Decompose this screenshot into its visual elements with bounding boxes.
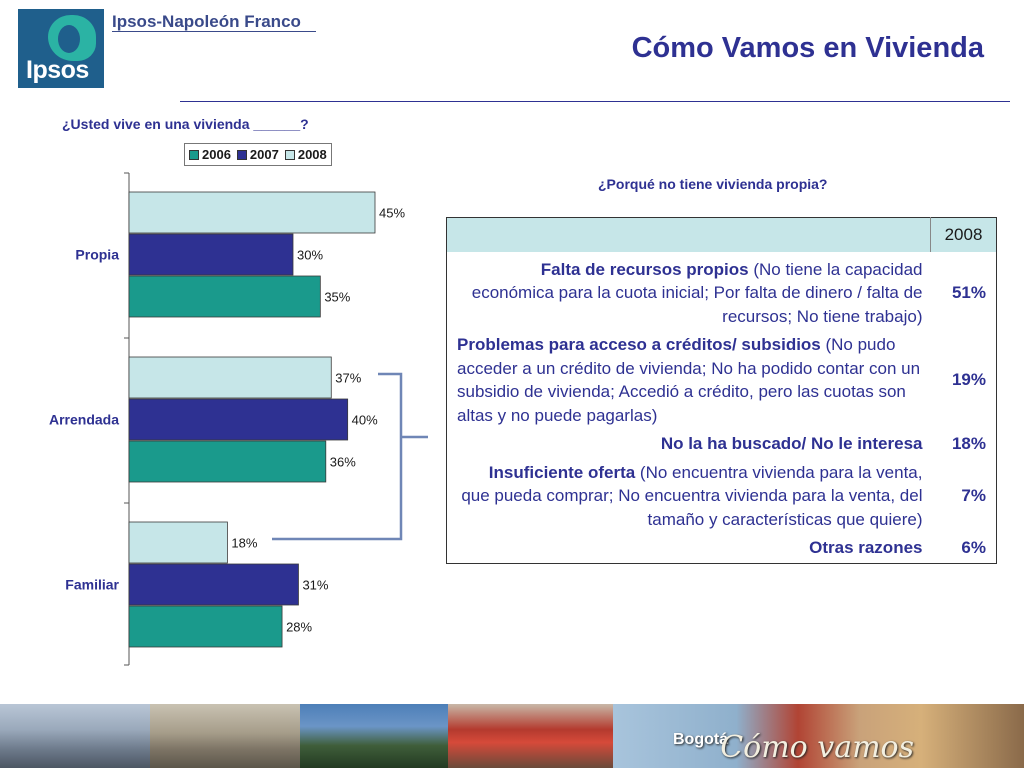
bar-arrendada-2007 xyxy=(129,399,348,440)
table-row xyxy=(447,534,997,563)
footer-city-label: Bogotá xyxy=(673,731,729,748)
bar-propia-2006 xyxy=(129,276,320,317)
page-title: Cómo Vamos en Vivienda xyxy=(631,32,984,64)
chart-question: ¿Usted vive en una vivienda ______? xyxy=(62,116,309,132)
bar-familiar-2008 xyxy=(129,522,227,563)
footer-slogan-label: Cómo vamos xyxy=(720,730,914,765)
data-label-familiar-2007: 31% xyxy=(302,577,329,593)
reason-value: 18% xyxy=(951,434,986,453)
reason-title: Otras razones xyxy=(809,538,923,557)
table-row xyxy=(447,459,997,535)
bar-arrendada-2008 xyxy=(129,357,331,398)
data-label-arrendada-2006: 36% xyxy=(329,454,356,470)
legend-item-2007 xyxy=(237,147,279,162)
table-question: ¿Porqué no tiene vivienda propia? xyxy=(598,176,828,192)
reason-title: Falta de recursos propios xyxy=(540,259,749,279)
reason-value: 51% xyxy=(951,283,986,302)
reason-value: 6% xyxy=(961,538,986,557)
reason-cell xyxy=(447,534,931,563)
photo-monserrate xyxy=(300,704,448,768)
data-label-arrendada-2008: 37% xyxy=(335,370,362,386)
photo-transmilenio xyxy=(448,704,613,768)
reason-cell xyxy=(447,331,931,430)
legend-label-2007: 2007 xyxy=(249,147,279,162)
table-row xyxy=(447,430,997,459)
reason-detail: (No tiene la capacidad económica para la cuota inicial; Por falta de dinero / falta de recursos; No tiene trabajo) xyxy=(471,259,923,326)
table-row xyxy=(447,252,997,332)
logo-text: Ipsos xyxy=(26,56,89,84)
data-label-familiar-2006: 28% xyxy=(286,619,313,635)
reason-value: 19% xyxy=(951,370,986,390)
data-label-familiar-2008: 18% xyxy=(231,535,258,551)
legend-swatch-2008 xyxy=(285,150,295,160)
data-label-propia-2007: 30% xyxy=(297,247,324,263)
reason-title: No la ha buscado/ No le interesa xyxy=(660,434,923,453)
bar-familiar-2007 xyxy=(129,564,298,605)
legend-swatch-2007 xyxy=(237,150,247,160)
reasons-table xyxy=(446,217,997,564)
table-header-blank xyxy=(447,218,931,252)
housing-bar-chart xyxy=(0,0,440,700)
reason-title: Insuficiente oferta xyxy=(488,462,636,482)
legend-item-2006 xyxy=(189,147,231,162)
chart-legend xyxy=(184,143,332,166)
photo-building xyxy=(150,704,300,768)
table-row xyxy=(447,331,997,430)
bar-propia-2007 xyxy=(129,234,293,275)
table-header-year: 2008 xyxy=(931,218,997,252)
category-label-propia: Propia xyxy=(75,246,119,263)
reason-title: Problemas para acceso a créditos/ subsidios xyxy=(457,335,821,354)
reason-value: 7% xyxy=(961,486,986,505)
bar-propia-2008 xyxy=(129,192,375,233)
bar-arrendada-2006 xyxy=(129,441,326,482)
legend-item-2008 xyxy=(285,147,327,162)
category-label-arrendada: Arrendada xyxy=(48,411,119,428)
data-label-propia-2008: 45% xyxy=(379,205,406,221)
reason-cell xyxy=(447,252,931,332)
reason-detail: (No pudo acceder a un crédito de vivienda; No ha podido contar con un subsidio de vivienda; Accedió a crédito, pero las cuotas son altas y no puede pagarlas) xyxy=(457,335,921,425)
photo-city-skyline xyxy=(0,704,150,768)
reason-cell xyxy=(447,459,931,535)
category-label-familiar: Familiar xyxy=(65,576,119,593)
bar-familiar-2006 xyxy=(129,606,282,647)
table-header-row xyxy=(447,218,997,252)
legend-label-2008: 2008 xyxy=(297,147,327,162)
data-label-arrendada-2007: 40% xyxy=(351,412,378,428)
legend-label-2006: 2006 xyxy=(202,147,231,162)
data-label-propia-2006: 35% xyxy=(324,289,351,305)
reason-cell xyxy=(447,430,931,459)
legend-swatch-2006 xyxy=(189,150,199,160)
reason-detail: (No encuentra vivienda para la venta, que pueda comprar; No encuentra vivienda para la venta, del tamaño y características que quiere) xyxy=(461,462,923,529)
brand-name: Ipsos-Napoleón Franco xyxy=(112,12,301,31)
